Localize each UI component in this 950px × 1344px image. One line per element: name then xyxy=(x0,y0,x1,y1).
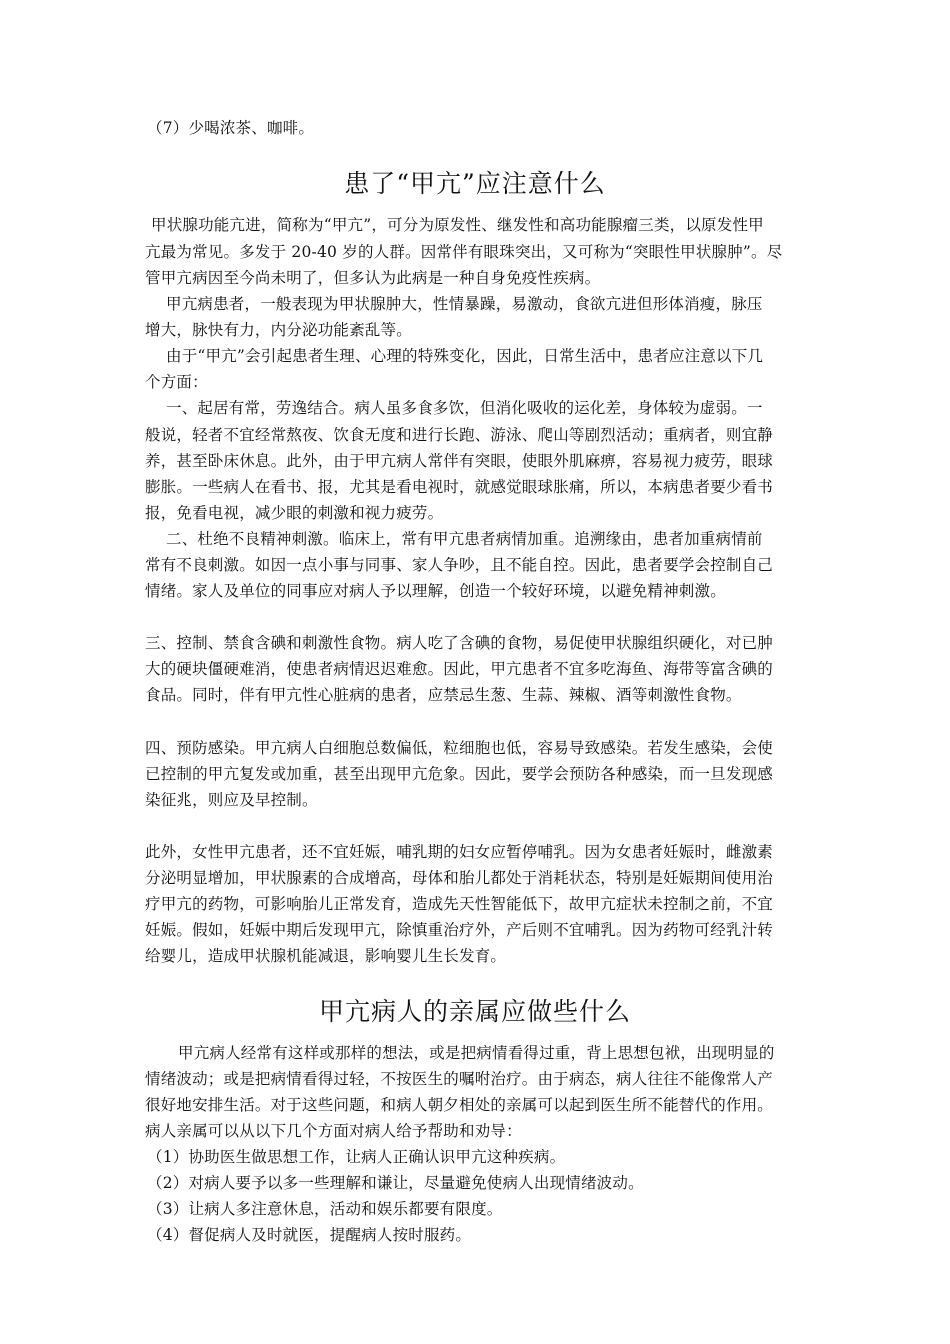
paragraph-line: 二、杜绝不良精神刺激。临床上，常有甲亢患者病情加重。追溯缘由，患者加重病情前 xyxy=(166,530,763,548)
paragraph-line: 养，甚至卧床休息。此外，由于甲亢病人常伴有突眼，使眼外肌麻痹，容易视力疲劳，眼球 xyxy=(145,452,774,470)
paragraph-line: 此外，女性甲亢患者，还不宜妊娠，哺乳期的妇女应暂停哺乳。因为女患者妊娠时，雌激素 xyxy=(145,843,774,861)
list-item: （2）对病人要予以多一些理解和谦让，尽量避免使病人出现情绪波动。 xyxy=(147,1174,644,1192)
paragraph-line: 病人亲属可以从以下几个方面对病人给予帮助和劝导： xyxy=(145,1122,522,1140)
list-item: （3）让病人多注意休息，活动和娱乐都要有限度。 xyxy=(147,1200,503,1218)
section-title: 甲亢病人的亲属应做些什么 xyxy=(318,997,631,1026)
paragraph-line: 已控制的甲亢复发或加重，甚至出现甲亢危象。因此，要学会预防各种感染，而一旦发现感 xyxy=(145,765,774,783)
paragraph-line: 食品。同时，伴有甲亢性心脏病的患者，应禁忌生葱、生蒜、辣椒、酒等刺激性食物。 xyxy=(145,686,742,704)
paragraph-line: 疗甲亢的药物，可影响胎儿正常发育，造成先天性智能低下，故甲亢症状未控制之前，不宜 xyxy=(145,895,774,913)
paragraph-line: 分泌明显增加，甲状腺素的合成增高，母体和胎儿都处于消耗状态，特别是妊娠期间使用治 xyxy=(145,869,774,887)
list-item: （7）少喝浓茶、咖啡。 xyxy=(147,119,315,137)
paragraph-line: 常有不良刺激。如因一点小事与同事、家人争吵，且不能自控。因此，患者要学会控制自己 xyxy=(145,556,774,574)
paragraph-line: 膨胀。一些病人在看书、报，尤其是看电视时，就感觉眼球胀痛，所以，本病患者要少看书 xyxy=(145,478,774,496)
paragraph-line: 般说，轻者不宜经常熬夜、饮食无度和进行长跑、游泳、爬山等剧烈活动；重病者，则宜静 xyxy=(145,426,774,444)
paragraph-line: 情绪波动；或是把病情看得过轻，不按医生的嘱咐治疗。由于病态，病人往往不能像常人产 xyxy=(145,1070,774,1088)
paragraph-line: 由于“甲亢”会引起患者生理、心理的特殊变化，因此，日常生活中，患者应注意以下几 xyxy=(166,347,764,365)
paragraph-line: 增大，脉快有力，内分泌功能紊乱等。 xyxy=(145,321,412,339)
paragraph-line: 个方面： xyxy=(145,373,208,391)
paragraph-line: 给婴儿，造成甲状腺机能减退，影响婴儿生长发育。 xyxy=(145,947,507,965)
paragraph-line: 妊娠。假如，妊娠中期后发现甲亢，除慎重治疗外，产后则不宜哺乳。因为药物可经乳汁转 xyxy=(145,921,774,939)
paragraph-line: 甲亢病患者，一般表现为甲状腺肿大，性情暴躁，易激动，食欲亢进但形体消瘦，脉压 xyxy=(166,295,763,313)
paragraph-line: 四、预防感染。甲亢病人白细胞总数偏低，粒细胞也低，容易导致感染。若发生感染，会使 xyxy=(145,739,774,757)
list-item: （1）协助医生做思想工作，让病人正确认识甲亢这种疾病。 xyxy=(147,1148,566,1166)
section-title: 患了“甲亢”应注意什么 xyxy=(344,169,606,198)
paragraph-line: 甲状腺功能亢进，简称为“甲亢”，可分为原发性、继发性和高功能腺瘤三类，以原发性甲 xyxy=(151,216,764,234)
paragraph-line: 三、控制、禁食含碘和刺激性食物。病人吃了含碘的食物，易促使甲状腺组织硬化，对已肿 xyxy=(145,634,774,652)
paragraph-line: 很好地安排生活。对于这些问题，和病人朝夕相处的亲属可以起到医生所不能替代的作用。 xyxy=(145,1096,774,1114)
paragraph-line: 大的硬块僵硬难消，使患者病情迟迟难愈。因此，甲亢患者不宜多吃海鱼、海带等富含碘的 xyxy=(145,660,774,678)
paragraph-line: 染征兆，则应及早控制。 xyxy=(145,791,318,809)
paragraph-line: 管甲亢病因至今尚未明了，但多认为此病是一种自身免疫性疾病。 xyxy=(145,269,601,287)
paragraph-line: 报，免看电视，减少眼的刺激和视力疲劳。 xyxy=(145,504,444,522)
list-item: （4）督促病人及时就医，提醒病人按时服药。 xyxy=(147,1226,472,1244)
paragraph-line: 情绪。家人及单位的同事应对病人予以理解，创造一个较好环境，以避免精神刺激。 xyxy=(145,582,726,600)
paragraph-line: 一、起居有常，劳逸结合。病人虽多食多饮，但消化吸收的运化差，身体较为虚弱。一 xyxy=(166,399,763,417)
paragraph-line: 亢最为常见。多发于 20-40 岁的人群。因常伴有眼珠突出，又可称为“突眼性甲状腺肿”。尽 xyxy=(145,243,783,261)
paragraph-line: 甲亢病人经常有这样或那样的想法，或是把病情看得过重，背上思想包袱，出现明显的 xyxy=(178,1044,775,1062)
